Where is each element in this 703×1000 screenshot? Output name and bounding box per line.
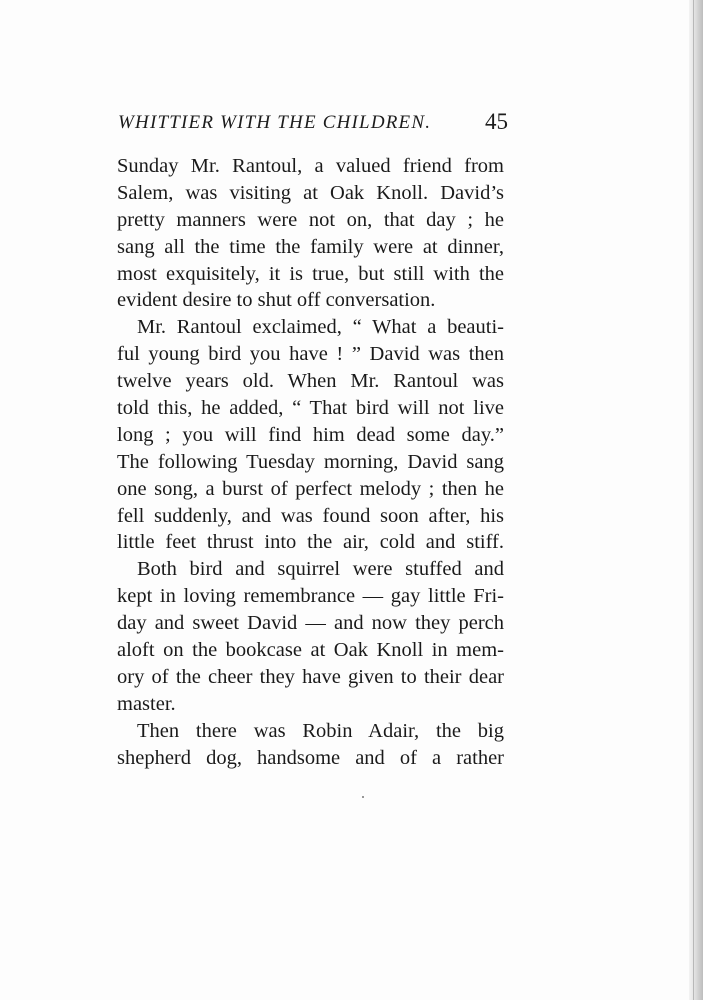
text-line: told this, he added, “ That bird will not live: [117, 397, 504, 420]
text-line: long ; you will find him dead some day.”: [117, 423, 504, 446]
text-line: pretty manners were not on, that day ; he: [117, 208, 504, 231]
text-line: aloft on the bookcase at Oak Knoll in mem-: [117, 639, 504, 662]
page-number: 45: [485, 109, 508, 134]
paragraph-first-line: Mr. Rantoul exclaimed, “ What a beauti-: [137, 316, 504, 339]
text-line: kept in loving remembrance — gay little Fri-: [117, 585, 504, 608]
text-line: Salem, was visiting at Oak Knoll. David’s: [117, 181, 504, 204]
running-head: [118, 109, 508, 139]
text-line: day and sweet David — and now they perch: [117, 612, 504, 635]
text-line: fell suddenly, and was found soon after, his: [117, 504, 504, 527]
running-title: WHITTIER WITH THE CHILDREN.: [118, 112, 432, 133]
text-line: little feet thrust into the air, cold and stiff.: [117, 531, 504, 554]
text-line: ful young bird you have ! ” David was then: [117, 343, 504, 366]
paragraph-first-line: Both bird and squirrel were stuffed and: [137, 558, 504, 581]
scan-edge-line: [693, 0, 694, 1000]
text-line: sang all the time the family were at dinner,: [117, 235, 504, 258]
text-line: twelve years old. When Mr. Rantoul was: [117, 370, 504, 393]
text-line: The following Tuesday morning, David sang: [117, 450, 504, 473]
text-line: Sunday Mr. Rantoul, a valued friend from: [117, 155, 504, 177]
text-line: ory of the cheer they have given to their dear: [117, 665, 504, 688]
scan-edge-shadow: [689, 0, 703, 1000]
paragraph-end-line: master.: [117, 692, 176, 715]
text-line: most exquisitely, it is true, but still with the: [117, 262, 504, 285]
paragraph-first-line: Then there was Robin Adair, the big: [137, 719, 504, 742]
ink-speck: [362, 796, 364, 798]
text-line: shepherd dog, handsome and of a rather: [117, 746, 504, 769]
text-line: one song, a burst of perfect melody ; then he: [117, 477, 504, 500]
body-text: [117, 153, 504, 771]
paragraph-end-line: evident desire to shut off conversation.: [117, 289, 436, 312]
